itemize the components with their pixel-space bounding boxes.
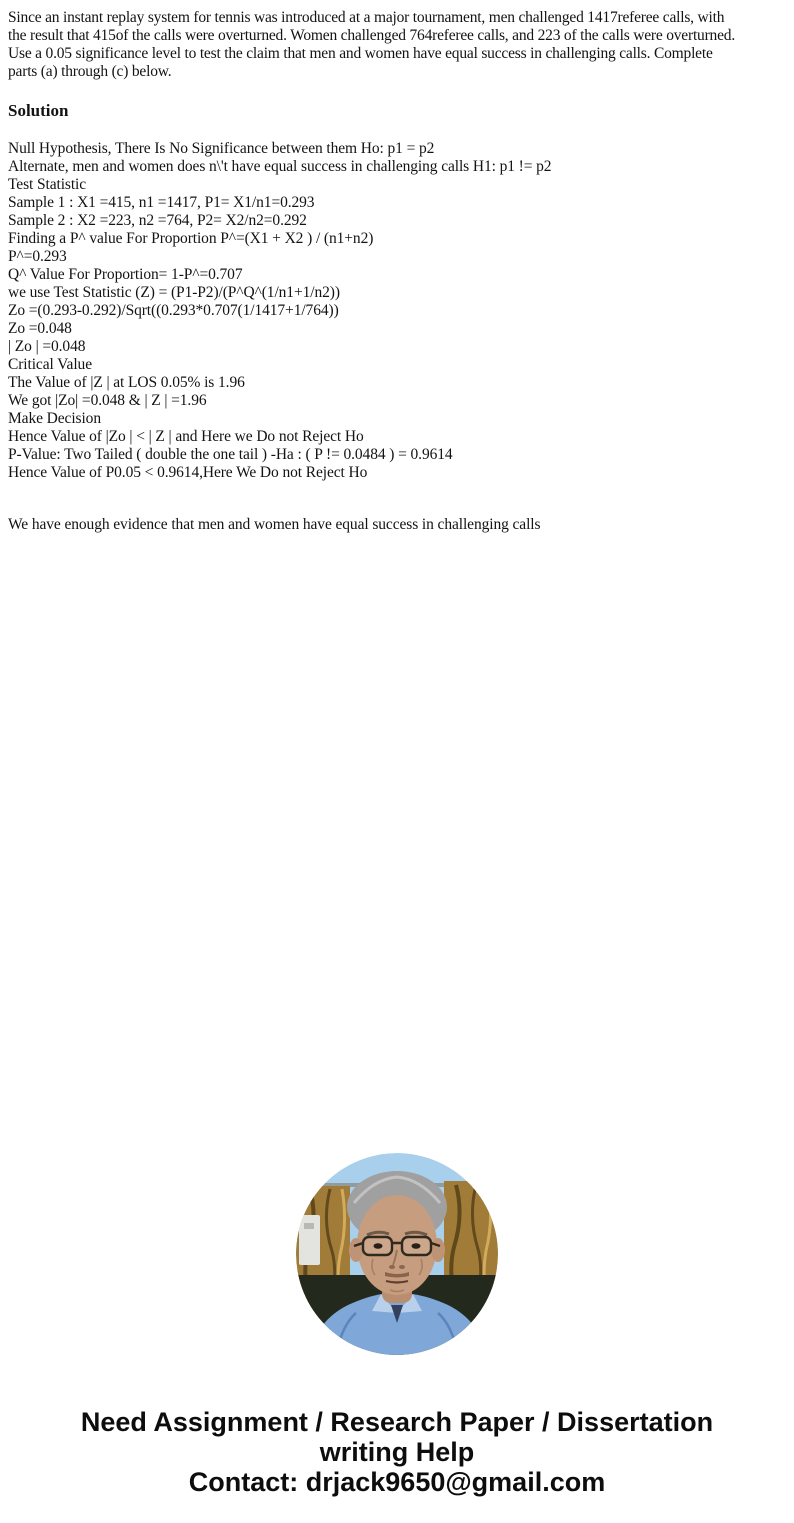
problem-paragraph-line: Use a 0.05 significance level to test the claim that men and women have equal success in challenging calls. Complete — [8, 45, 713, 62]
solution-step-line: Sample 1 : X1 =415, n1 =1417, P1= X1/n1=0.293 — [8, 194, 315, 211]
solution-step-line: We got |Zo| =0.048 & | Z | =1.96 — [8, 392, 207, 409]
solution-step-line: we use Test Statistic (Z) = (P1-P2)/(P^Q^(1/n1+1/n2)) — [8, 284, 340, 301]
solution-step-line: Make Decision — [8, 410, 101, 427]
solution-step-line: Hence Value of |Zo | < | Z | and Here we Do not Reject Ho — [8, 428, 364, 445]
solution-step-line: Alternate, men and women does n\'t have equal success in challenging calls H1: p1 != p2 — [8, 158, 552, 175]
tutor-avatar-image — [296, 1153, 498, 1355]
problem-paragraph — [8, 9, 786, 81]
footer-heading — [8, 1407, 786, 1467]
problem-paragraph-line: the result that 415of the calls were overturned. Women challenged 764referee calls, and 223 of the calls were overturned. — [8, 27, 736, 44]
footer-banner — [8, 1407, 786, 1497]
contact-line: Contact: drjack9650@gmail.com — [188, 1467, 606, 1497]
solution-step-line: Zo =(0.293-0.292)/Sqrt((0.293*0.707(1/1417+1/764)) — [8, 302, 339, 319]
solution-step-line: | Zo | =0.048 — [8, 338, 86, 355]
solution-heading: Solution — [8, 101, 69, 120]
solution-step-line: Hence Value of P0.05 < 0.9614,Here We Do not Reject Ho — [8, 464, 368, 481]
solution-step-line: Finding a P^ value For Proportion P^=(X1 + X2 ) / (n1+n2) — [8, 230, 374, 247]
solution-step-line: Null Hypothesis, There Is No Significance between them Ho: p1 = p2 — [8, 140, 435, 157]
solution-step-line: Test Statistic — [8, 176, 87, 193]
problem-paragraph-line: parts (a) through (c) below. — [8, 63, 172, 80]
tutor-avatar-container — [8, 1153, 786, 1355]
solution-step-line: Critical Value — [8, 356, 92, 373]
problem-paragraph-line: Since an instant replay system for tennis was introduced at a major tournament, men challenged 1417referee calls, with — [8, 9, 725, 26]
solution-step-line: P^=0.293 — [8, 248, 67, 265]
solution-step-line: Sample 2 : X2 =223, n2 =764, P2= X2/n2=0.292 — [8, 212, 307, 229]
solution-step-line: P-Value: Two Tailed ( double the one tail ) -Ha : ( P != 0.0484 ) = 0.9614 — [8, 446, 453, 463]
footer-heading-line: writing Help — [319, 1437, 475, 1467]
solution-steps — [8, 140, 786, 482]
footer-heading-line: Need Assignment / Research Paper / Dissertation — [80, 1407, 714, 1437]
solution-step-line: Q^ Value For Proportion= 1-P^=0.707 — [8, 266, 243, 283]
solution-step-line: Zo =0.048 — [8, 320, 72, 337]
solution-step-line: The Value of |Z | at LOS 0.05% is 1.96 — [8, 374, 245, 391]
conclusion-text: We have enough evidence that men and women have equal success in challenging calls — [8, 516, 541, 533]
tutor-avatar — [296, 1153, 498, 1355]
